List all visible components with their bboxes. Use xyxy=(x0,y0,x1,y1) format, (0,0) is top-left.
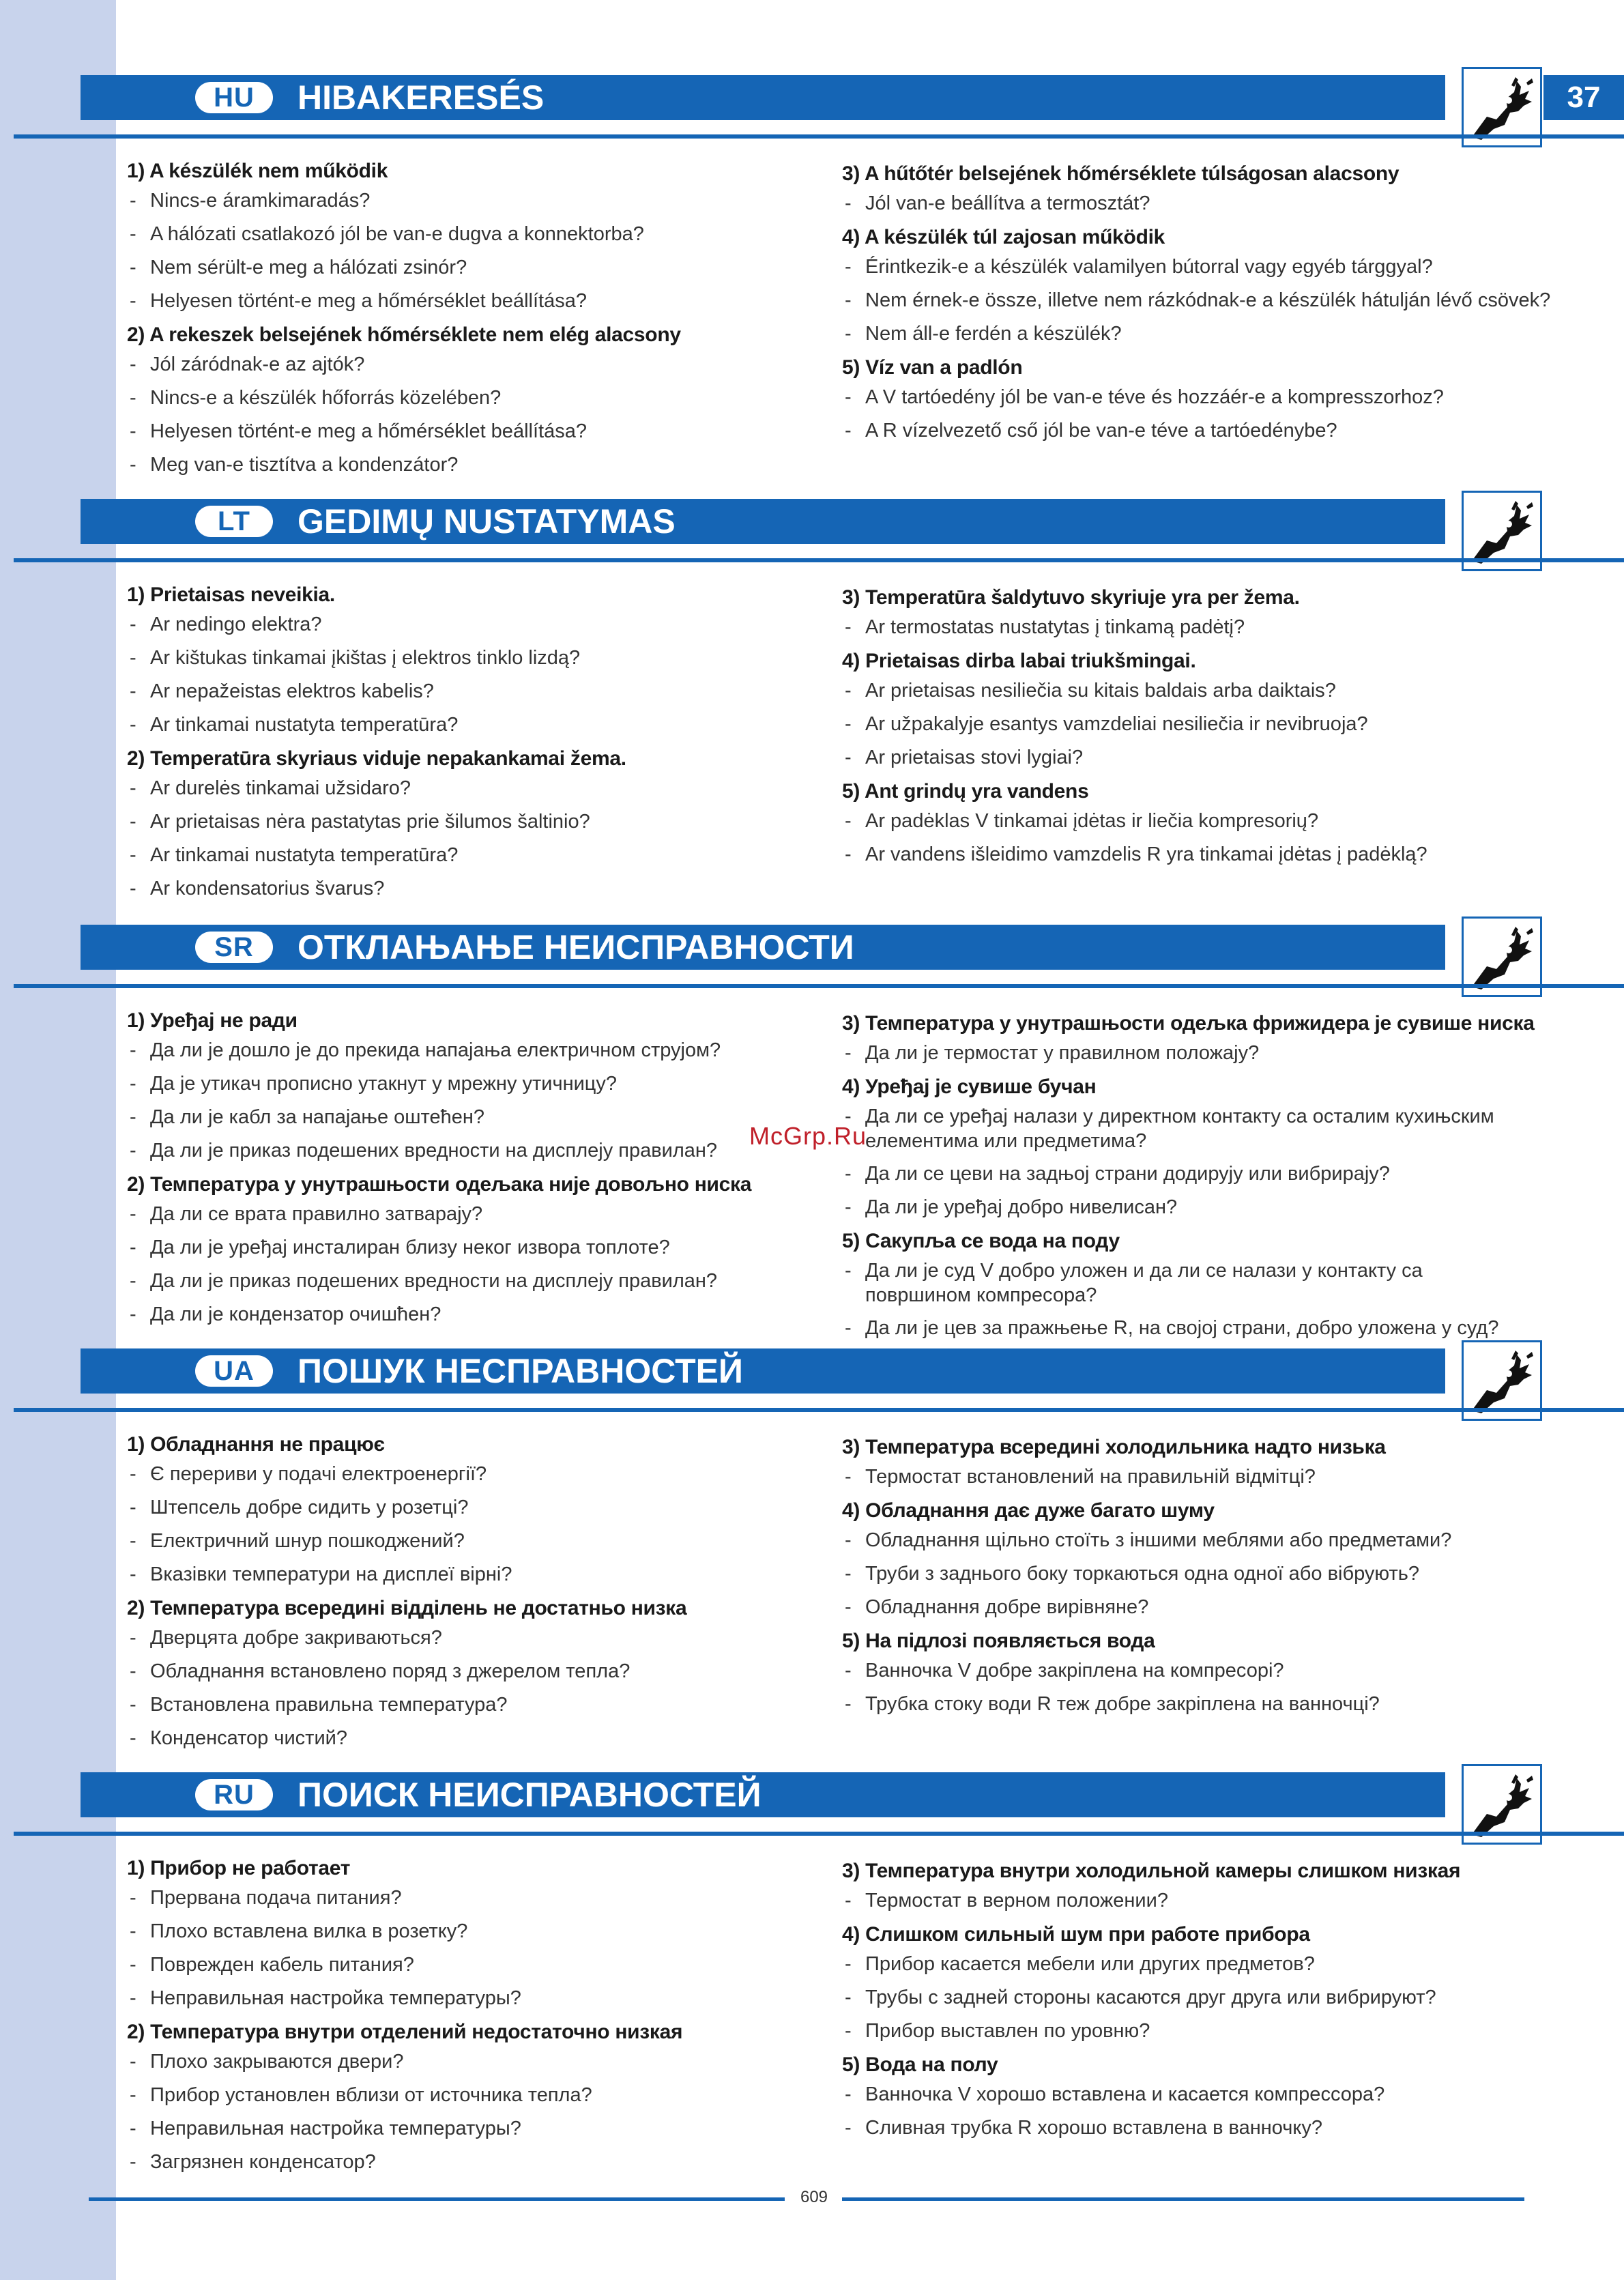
question-heading: 3) Температура у унутрашњости одељка фрижидера је сувише ниска xyxy=(842,1012,1535,1035)
check-item: - Встановлена правильна температура? xyxy=(127,1688,809,1722)
question-heading: 4) Обладнання дає дуже багато шуму xyxy=(842,1499,1215,1522)
question-heading: 1) A készülék nem működik xyxy=(127,160,388,182)
check-item: - Helyesen történt-e meg a hőmérséklet beállítása? xyxy=(127,415,809,448)
check-item: - Ванночка V добре закріплена на компресорі? xyxy=(842,1654,1524,1688)
check-item: - Обладнання добре вирівняне? xyxy=(842,1591,1524,1624)
check-item: - Штепсель добре сидить у розетці? xyxy=(127,1491,809,1525)
section-title: HIBAKERESÉS xyxy=(298,78,545,117)
watermark: McGrp.Ru xyxy=(749,1122,867,1150)
check-item: - Є перериви у подачі електроенергії? xyxy=(127,1458,809,1491)
right-column xyxy=(842,1011,1535,1349)
question-group xyxy=(127,1596,809,1755)
check-item: - Ar nepažeistas elektros kabelis? xyxy=(127,675,809,708)
language-badge: RU xyxy=(195,1779,273,1810)
question-group xyxy=(842,585,1524,644)
left-margin-strip xyxy=(0,0,116,2280)
question-group xyxy=(127,2019,809,2179)
check-item: - Nincs-e a készülék hőforrás közelében? xyxy=(127,381,809,415)
check-item: - Ar durelės tinkamai užsidaro? xyxy=(127,772,809,805)
check-item: - Nem áll-e ferdén a készülék? xyxy=(842,317,1524,351)
language-badge: HU xyxy=(195,82,273,113)
question-group xyxy=(842,1228,1524,1345)
right-column xyxy=(842,1858,1524,2149)
section-title: GEDIMŲ NUSTATYMAS xyxy=(298,502,676,540)
section-title: ОТКЛАЊАЊЕ НЕИСПРАВНОСТИ xyxy=(298,928,854,966)
question-heading: 3) Температура внутри холодильной камеры слишком низкая xyxy=(842,1860,1461,1882)
check-item: - Да ли се уређај налази у директном контакту са осталим кухињским елементима или предметима? xyxy=(842,1100,1524,1157)
check-item: - Jól záródnak-e az ajtók? xyxy=(127,348,809,381)
section-title: ПОИСК НЕИСПРАВНОСТЕЙ xyxy=(298,1776,762,1814)
check-item: - Helyesen történt-e meg a hőmérséklet beállítása? xyxy=(127,285,809,318)
check-item: - Да ли је цев за пражњење R, на својој страни, добро уложена у суд? xyxy=(842,1312,1524,1345)
question-heading: 2) A rekeszek belsejének hőmérséklete nem elég alacsony xyxy=(127,323,681,346)
check-item: - Ar padėklas V tinkamai įdėtas ir liečia kompresorių? xyxy=(842,805,1524,838)
question-group xyxy=(842,648,1524,775)
check-item: - Конденсатор чистий? xyxy=(127,1722,809,1755)
section-banner xyxy=(81,75,1445,120)
check-item: - Ar prietaisas stovi lygiai? xyxy=(842,741,1524,775)
question-group xyxy=(842,1498,1524,1624)
question-group xyxy=(842,225,1551,351)
check-item: - Сливная трубка R хорошо вставлена в ванночку? xyxy=(842,2111,1524,2145)
question-group xyxy=(127,746,809,906)
question-group xyxy=(127,1172,809,1331)
language-badge: UA xyxy=(195,1355,273,1387)
question-group xyxy=(842,2052,1524,2145)
section-rule xyxy=(14,1832,1624,1836)
check-item: - Електричний шнур пошкоджений? xyxy=(127,1525,809,1558)
footer-rule-left xyxy=(89,2197,785,2201)
question-heading: 4) Уређај је сувише бучан xyxy=(842,1076,1097,1098)
section-rule xyxy=(14,984,1624,988)
question-group xyxy=(842,1628,1524,1721)
check-item: - Да ли је уређај инсталиран близу неког извора топлоте? xyxy=(127,1231,809,1265)
question-heading: 4) Слишком сильный шум при работе прибора xyxy=(842,1923,1310,1946)
check-item: - Плохо закрываются двери? xyxy=(127,2045,809,2079)
check-item: - Ванночка V хорошо вставлена и касается компрессора? xyxy=(842,2078,1524,2111)
check-item: - Ar termostatas nustatytas į tinkamą padėtį? xyxy=(842,611,1524,644)
question-group xyxy=(127,1008,809,1168)
check-item: - Nem érnek-e össze, illetve nem rázkódnak-e a készülék hátulján lévő csövek? xyxy=(842,284,1524,317)
left-column xyxy=(127,158,809,486)
check-item: - Вказівки температури на дисплеї вірні? xyxy=(127,1558,809,1591)
question-heading: 4) Prietaisas dirba labai triukšmingai. xyxy=(842,650,1196,672)
question-group xyxy=(842,1858,1524,1918)
check-item: - Плохо вставлена вилка в розетку? xyxy=(127,1915,809,1948)
check-item: - Да ли је дошло је до прекида напајања електричном струјом? xyxy=(127,1034,809,1067)
check-item: - Да ли је кабл за напајање оштећен? xyxy=(127,1101,809,1134)
left-column xyxy=(127,1008,809,1336)
check-item: - Ar prietaisas nesiliečia su kitais baldais arba daiktais? xyxy=(842,674,1524,708)
question-heading: 2) Температура внутри отделений недостаточно низкая xyxy=(127,2021,683,2043)
question-heading: 5) Ant grindų yra vandens xyxy=(842,780,1089,803)
check-item: - Трубка стоку води R теж добре закріплена на ванночці? xyxy=(842,1688,1524,1721)
question-group xyxy=(842,1074,1524,1224)
check-item: - Поврежден кабель питания? xyxy=(127,1948,809,1982)
check-item: - Прибор выставлен по уровню? xyxy=(842,2015,1524,2048)
section-rule xyxy=(14,558,1624,562)
question-heading: 1) Prietaisas neveikia. xyxy=(127,583,335,606)
question-heading: 5) Вода на полу xyxy=(842,2053,998,2076)
right-column xyxy=(842,1434,1524,1725)
check-item: - Прибор установлен вблизи от источника тепла? xyxy=(127,2079,809,2112)
question-heading: 2) Температура у унутрашњости одељака није довољно ниска xyxy=(127,1173,752,1196)
language-badge: SR xyxy=(195,932,273,963)
question-heading: 3) A hűtőtér belsejének hőmérséklete túlságosan alacsony xyxy=(842,162,1400,185)
question-group xyxy=(127,322,809,482)
section-rule xyxy=(14,134,1624,139)
question-group xyxy=(842,161,1524,220)
question-heading: 2) Температура всередині відділень не достатньо низка xyxy=(127,1597,687,1619)
question-group xyxy=(842,1922,1524,2048)
question-group xyxy=(842,355,1524,448)
check-item: - Термостат встановлений на правильній відмітці? xyxy=(842,1460,1524,1494)
section-banner xyxy=(81,1348,1445,1394)
check-item: - Неправильная настройка температуры? xyxy=(127,2112,809,2146)
check-item: - Прервана подача питания? xyxy=(127,1881,809,1915)
check-item: - A hálózati csatlakozó jól be van-e dugva a konnektorba? xyxy=(127,218,809,251)
question-heading: 5) Сакупља се вода на поду xyxy=(842,1230,1120,1252)
check-item: - Неправильная настройка температуры? xyxy=(127,1982,809,2015)
question-heading: 1) Прибор не работает xyxy=(127,1857,351,1879)
question-heading: 4) A készülék túl zajosan működik xyxy=(842,226,1165,248)
check-item: - Ar užpakalyje esantys vamzdeliai nesiliečia ir nevibruoja? xyxy=(842,708,1524,741)
check-item: - Ar prietaisas nėra pastatytas prie šilumos šaltinio? xyxy=(127,805,809,839)
check-item: - Nem sérült-e meg a hálózati zsinór? xyxy=(127,251,809,285)
question-heading: 2) Temperatūra skyriaus viduje nepakankamai žema. xyxy=(127,747,626,770)
language-badge: LT xyxy=(195,506,273,537)
section-banner xyxy=(81,925,1445,970)
check-item: - Да ли се цеви на задњој страни додирују или вибрирају? xyxy=(842,1157,1524,1191)
check-item: - A R vízelvezető cső jól be van-e téve a tartóedénybe? xyxy=(842,414,1524,448)
question-group xyxy=(127,158,809,318)
right-column xyxy=(842,161,1551,452)
check-item: - Да ли је кондензатор очишћен? xyxy=(127,1298,809,1331)
check-item: - Да ли је уређај добро нивелисан? xyxy=(842,1191,1524,1224)
check-item: - Meg van-e tisztítva a kondenzátor? xyxy=(127,448,809,482)
section-banner xyxy=(81,1772,1445,1817)
check-item: - Да ли је приказ подешених вредности на дисплеју правилан? xyxy=(127,1265,809,1298)
question-heading: 1) Обладнання не працює xyxy=(127,1433,385,1456)
question-heading: 1) Уређај не ради xyxy=(127,1009,298,1032)
check-item: - Ar tinkamai nustatyta temperatūra? xyxy=(127,839,809,872)
check-item: - Трубы с задней стороны касаются друг друга или вибрируют? xyxy=(842,1981,1524,2015)
footer-rule-right xyxy=(842,2197,1524,2201)
check-item: - Загрязнен конденсатор? xyxy=(127,2146,809,2179)
section-banner xyxy=(81,499,1445,544)
check-item: - Ar nedingo elektra? xyxy=(127,608,809,641)
question-heading: 5) Víz van a padlón xyxy=(842,356,1023,379)
check-item: - Да ли је суд V добро уложен и да ли се налази у контакту са површином компресора? xyxy=(842,1254,1524,1312)
check-item: - Nincs-e áramkimaradás? xyxy=(127,184,809,218)
check-item: - Труби з заднього боку торкаються одна одної або вібрують? xyxy=(842,1557,1524,1591)
question-group xyxy=(842,779,1524,871)
question-heading: 3) Temperatūra šaldytuvo skyriuje yra per žema. xyxy=(842,586,1300,609)
section-title: ПОШУК НЕСПРАВНОСТЕЙ xyxy=(298,1352,743,1390)
check-item: - Ar kištukas tinkamai įkištas į elektros tinklo lizdą? xyxy=(127,641,809,675)
check-item: - Ar tinkamai nustatyta temperatūra? xyxy=(127,708,809,742)
question-group xyxy=(127,1856,809,2015)
right-column xyxy=(842,585,1524,876)
footer-page-number: 609 xyxy=(800,2188,828,2206)
left-column xyxy=(127,1856,809,2183)
question-group xyxy=(842,1434,1524,1494)
section-rule xyxy=(14,1408,1624,1412)
check-item: - Да је утикач прописно утакнут у мрежну утичницу? xyxy=(127,1067,809,1101)
check-item: - Обладнання щільно стоїть з іншими меблями або предметами? xyxy=(842,1524,1524,1557)
question-heading: 5) На підлозі появляється вода xyxy=(842,1630,1155,1652)
check-item: - Érintkezik-e a készülék valamilyen bútorral vagy egyéb tárggyal? xyxy=(842,250,1524,284)
left-column xyxy=(127,582,809,910)
page-number: 37 xyxy=(1543,75,1624,120)
check-item: - Ar vandens išleidimo vamzdelis R yra tinkamai įdėtas į padėklą? xyxy=(842,838,1524,871)
left-column xyxy=(127,1432,809,1759)
check-item: - Да ли је приказ подешених вредности на дисплеју правилан? xyxy=(127,1134,809,1168)
question-group xyxy=(127,1432,809,1591)
check-item: - Да ли је термостат у правилном положају? xyxy=(842,1037,1524,1070)
check-item: - A V tartóedény jól be van-e téve és hozzáér-e a kompresszorhoz? xyxy=(842,381,1524,414)
check-item: - Дверцята добре закриваються? xyxy=(127,1621,809,1655)
check-item: - Прибор касается мебели или других предметов? xyxy=(842,1948,1524,1981)
check-item: - Да ли се врата правилно затварају? xyxy=(127,1198,809,1231)
check-item: - Jól van-e beállítva a termosztát? xyxy=(842,187,1524,220)
question-heading: 3) Температура всередині холодильника надто низька xyxy=(842,1436,1386,1458)
check-item: - Термостат в верном положении? xyxy=(842,1884,1524,1918)
question-group xyxy=(842,1011,1535,1070)
check-item: - Ar kondensatorius švarus? xyxy=(127,872,809,906)
check-item: - Обладнання встановлено поряд з джерелом тепла? xyxy=(127,1655,809,1688)
question-group xyxy=(127,582,809,742)
